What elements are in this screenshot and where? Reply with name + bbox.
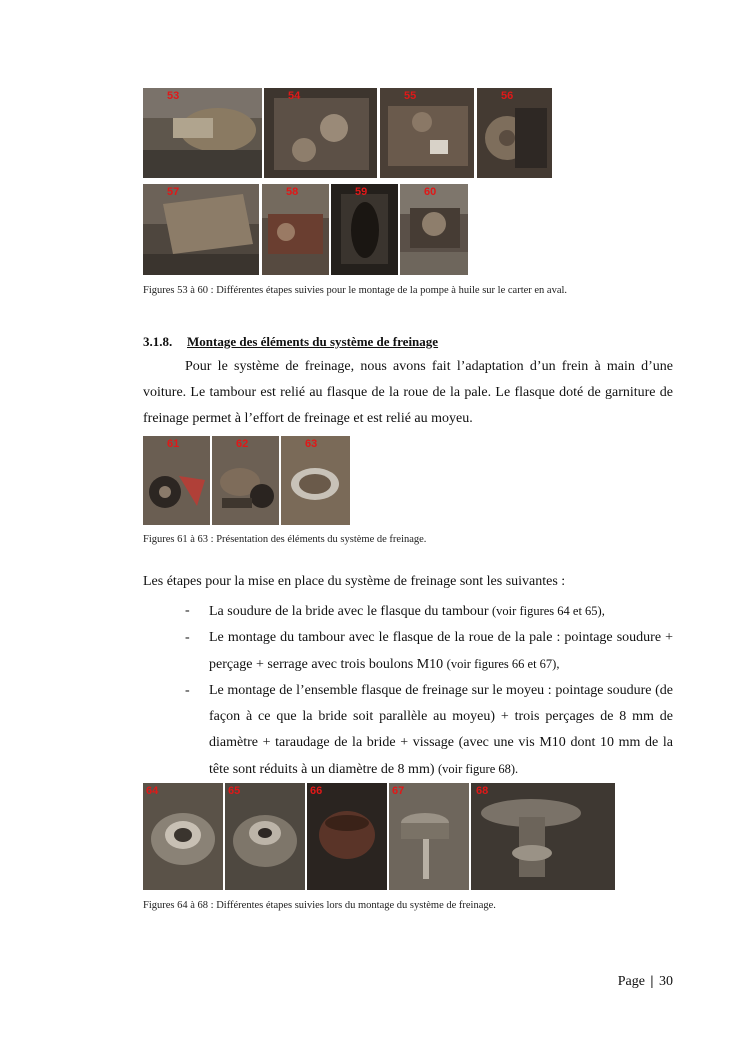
photo-figure-59	[331, 184, 398, 275]
section-number: 3.1.8.	[143, 334, 173, 349]
figure-number: 62	[236, 438, 249, 450]
photo-figure-58	[262, 184, 329, 275]
list-item	[185, 678, 673, 783]
photo-figure-63	[281, 436, 350, 525]
photo-figure-66	[307, 783, 387, 890]
page-number: 30	[659, 974, 673, 989]
figure-number: 68	[476, 785, 489, 797]
figure-number: 53	[167, 90, 180, 102]
photo-figure-68	[471, 783, 615, 890]
figure-number: 65	[228, 785, 241, 797]
page-footer	[618, 974, 673, 990]
figure-number: 67	[392, 785, 405, 797]
photo-figure-54	[264, 88, 377, 178]
list-item	[185, 625, 673, 678]
section-title: Montage des éléments du système de freinage	[187, 334, 439, 349]
figure-number: 55	[404, 90, 417, 102]
figure-caption: Figures 53 à 60 : Différentes étapes suivies pour le montage de la pompe à huile sur le carter en aval.	[143, 285, 568, 296]
figure-number: 66	[310, 785, 323, 797]
list-bullet: -	[185, 603, 190, 618]
photo-figure-57	[143, 184, 259, 275]
photo-figure-55	[380, 88, 474, 178]
list-item	[185, 598, 673, 625]
figure-number: 56	[501, 90, 514, 102]
figure-number: 59	[355, 186, 368, 198]
figure-number: 57	[167, 186, 180, 198]
list-item-text: Le montage de l’ensemble flasque de freinage sur le moyeu : pointage soudure (de façon à ce que la bride soit parallèle au moyeu) + trois perçages de 8 mm de diamètre + taraudage de la bride + vissage (avec une vis M10 dont 10 mm de la tête sont réduits à un diamètre de 8 mm)	[209, 683, 673, 777]
photo-figure-53	[143, 88, 262, 178]
photo-figure-56	[477, 88, 552, 178]
figure-caption: Figures 61 à 63 : Présentation des éléments du système de freinage.	[143, 534, 427, 545]
figure-reference: (voir figure 68).	[438, 762, 519, 776]
figure-number: 63	[305, 438, 318, 450]
figure-number: 54	[288, 90, 301, 102]
photo-figure-61	[143, 436, 210, 525]
list-bullet: -	[185, 683, 190, 698]
list-bullet: -	[185, 630, 190, 645]
photo-figure-64	[143, 783, 223, 890]
photo-figure-60	[400, 184, 468, 275]
page-label: Page	[617, 974, 645, 989]
figure-number: 60	[424, 186, 437, 198]
steps-intro: Les étapes pour la mise en place du système de freinage sont les suivantes :	[143, 574, 566, 589]
steps-list	[185, 598, 673, 783]
list-item-text: Le montage du tambour avec le flasque de la roue de la pale : pointage soudure + perçage + serrage avec trois boulons M10	[209, 630, 673, 672]
figure-reference: (voir figures 66 et 67),	[446, 657, 560, 671]
page-separator: |	[650, 974, 654, 989]
figure-number: 58	[286, 186, 299, 198]
section-heading	[143, 334, 438, 350]
photo-figure-65	[225, 783, 305, 890]
section-paragraph: Pour le système de freinage, nous avons fait l’adaptation d’un frein à main d’une voiture. Le tambour est relié au flasque de la roue de la pale. Le flasque doté de garniture de freinage permet à l’effort de freinage et est relié au moyeu.	[143, 359, 673, 426]
list-item-text: La soudure de la bride avec le flasque du tambour	[209, 604, 493, 619]
figure-caption: Figures 64 à 68 : Différentes étapes suivies lors du montage du système de freinage.	[143, 900, 496, 911]
photo-figure-62	[212, 436, 279, 525]
figure-number: 64	[146, 785, 159, 797]
photo-figure-67	[389, 783, 469, 890]
figure-reference: (voir figures 64 et 65),	[492, 604, 605, 618]
figure-number: 61	[167, 438, 180, 450]
